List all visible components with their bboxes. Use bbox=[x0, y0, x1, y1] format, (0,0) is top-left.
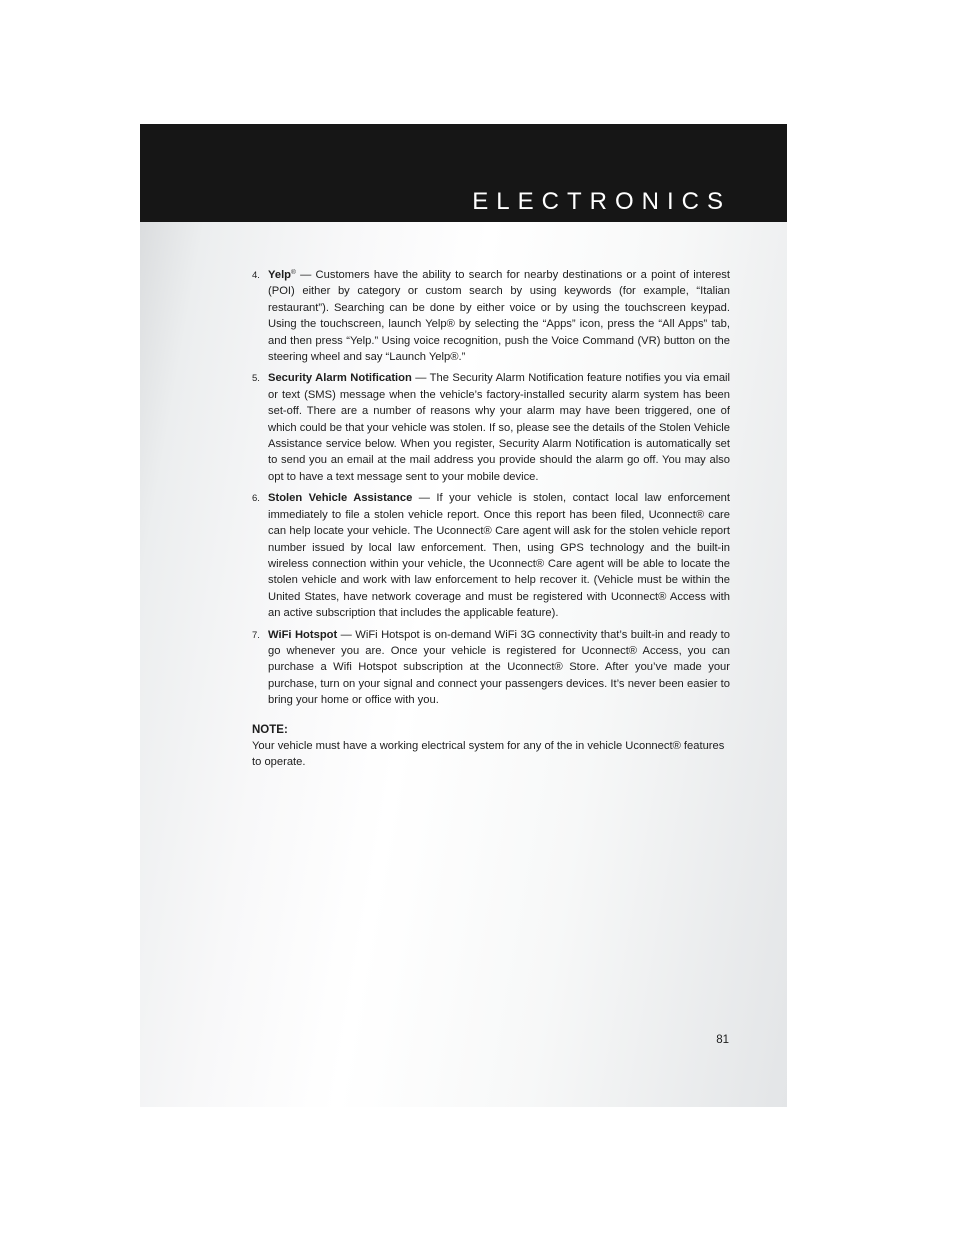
item-title: Yelp bbox=[268, 269, 292, 281]
page-number: 81 bbox=[716, 1034, 729, 1046]
item-text: — WiFi Hotspot is on-demand WiFi 3G connectivity that’s built-in and ready to go whenever you are. Once your vehicle is registered for Uconnect® Access, you can purchase a Wifi Hotspot subscription at the Uconnect® Store. After you’ve made your purchase, turn on your signal and connect your passengers devices. It’s never been easier to bring your home or office with you. bbox=[268, 628, 731, 707]
item-title: Security Alarm Notification bbox=[268, 372, 412, 385]
item-number: 4. bbox=[252, 270, 260, 281]
item-number: 5. bbox=[252, 373, 260, 385]
list-item bbox=[252, 627, 730, 709]
item-number: 7. bbox=[252, 629, 260, 641]
item-text: — Customers have the ability to search for nearby destinations or a point of interest (POI) either by category or custom search by using keywords (for example, “Italian restaurant”). Searching can be done by either voice or by using the touchscreen keypad. Using the touchscreen, launch Yelp® by selecting the “Apps” icon, press the “All Apps” tab, and then press “Yelp.” Using voice recognition, push the Voice Command (VR) button on the steering wheel and say “Launch Yelp®.” bbox=[268, 269, 730, 364]
item-text: — The Security Alarm Notification feature notifies you via email or text (SMS) message when the vehicle’s factory-installed security alarm system has been set-off. There are a number of reasons why your alarm may have been triggered, one of which could be that your vehicle was stolen. If so, please see the details of the Stolen Vehicle Assistance service below. When you register, Security Alarm Notification is automatically set to send you an email at the mail address you provide should the alarm go off. You may also opt to have a text message sent to your mobile device. bbox=[268, 372, 731, 483]
list-item bbox=[252, 490, 730, 621]
item-title: WiFi Hotspot bbox=[268, 628, 338, 641]
page-content bbox=[252, 267, 730, 771]
section-header-band bbox=[140, 124, 787, 222]
note-heading: NOTE: bbox=[252, 723, 288, 736]
item-number: 6. bbox=[252, 493, 260, 505]
list-item bbox=[252, 267, 730, 365]
registered-mark: ® bbox=[291, 269, 296, 276]
section-title: ELECTRONICS bbox=[472, 188, 731, 215]
item-text: — If your vehicle is stolen, contact local law enforcement immediately to file a stolen vehicle report. Once this report has been filed, Uconnect® care can help locate your vehicle. The Uconnect® Care agent will ask for the stolen vehicle report number issued by local law enforcement. Then, using GPS technology and the built-in wireless connection within your vehicle, the Uconnect® Care agent will be able to locate the stolen vehicle and work with law enforcement to help recover it. (Vehicle must be within the United States, have network coverage and must be registered with Uconnect® Access with an active subscription that includes the applicable feature). bbox=[268, 492, 730, 620]
list-item bbox=[252, 370, 730, 485]
manual-page bbox=[140, 124, 787, 1107]
item-title: Stolen Vehicle Assistance bbox=[268, 492, 413, 505]
note-body: Your vehicle must have a working electrical system for any of the in vehicle Uconnect® features to operate. bbox=[252, 739, 725, 769]
